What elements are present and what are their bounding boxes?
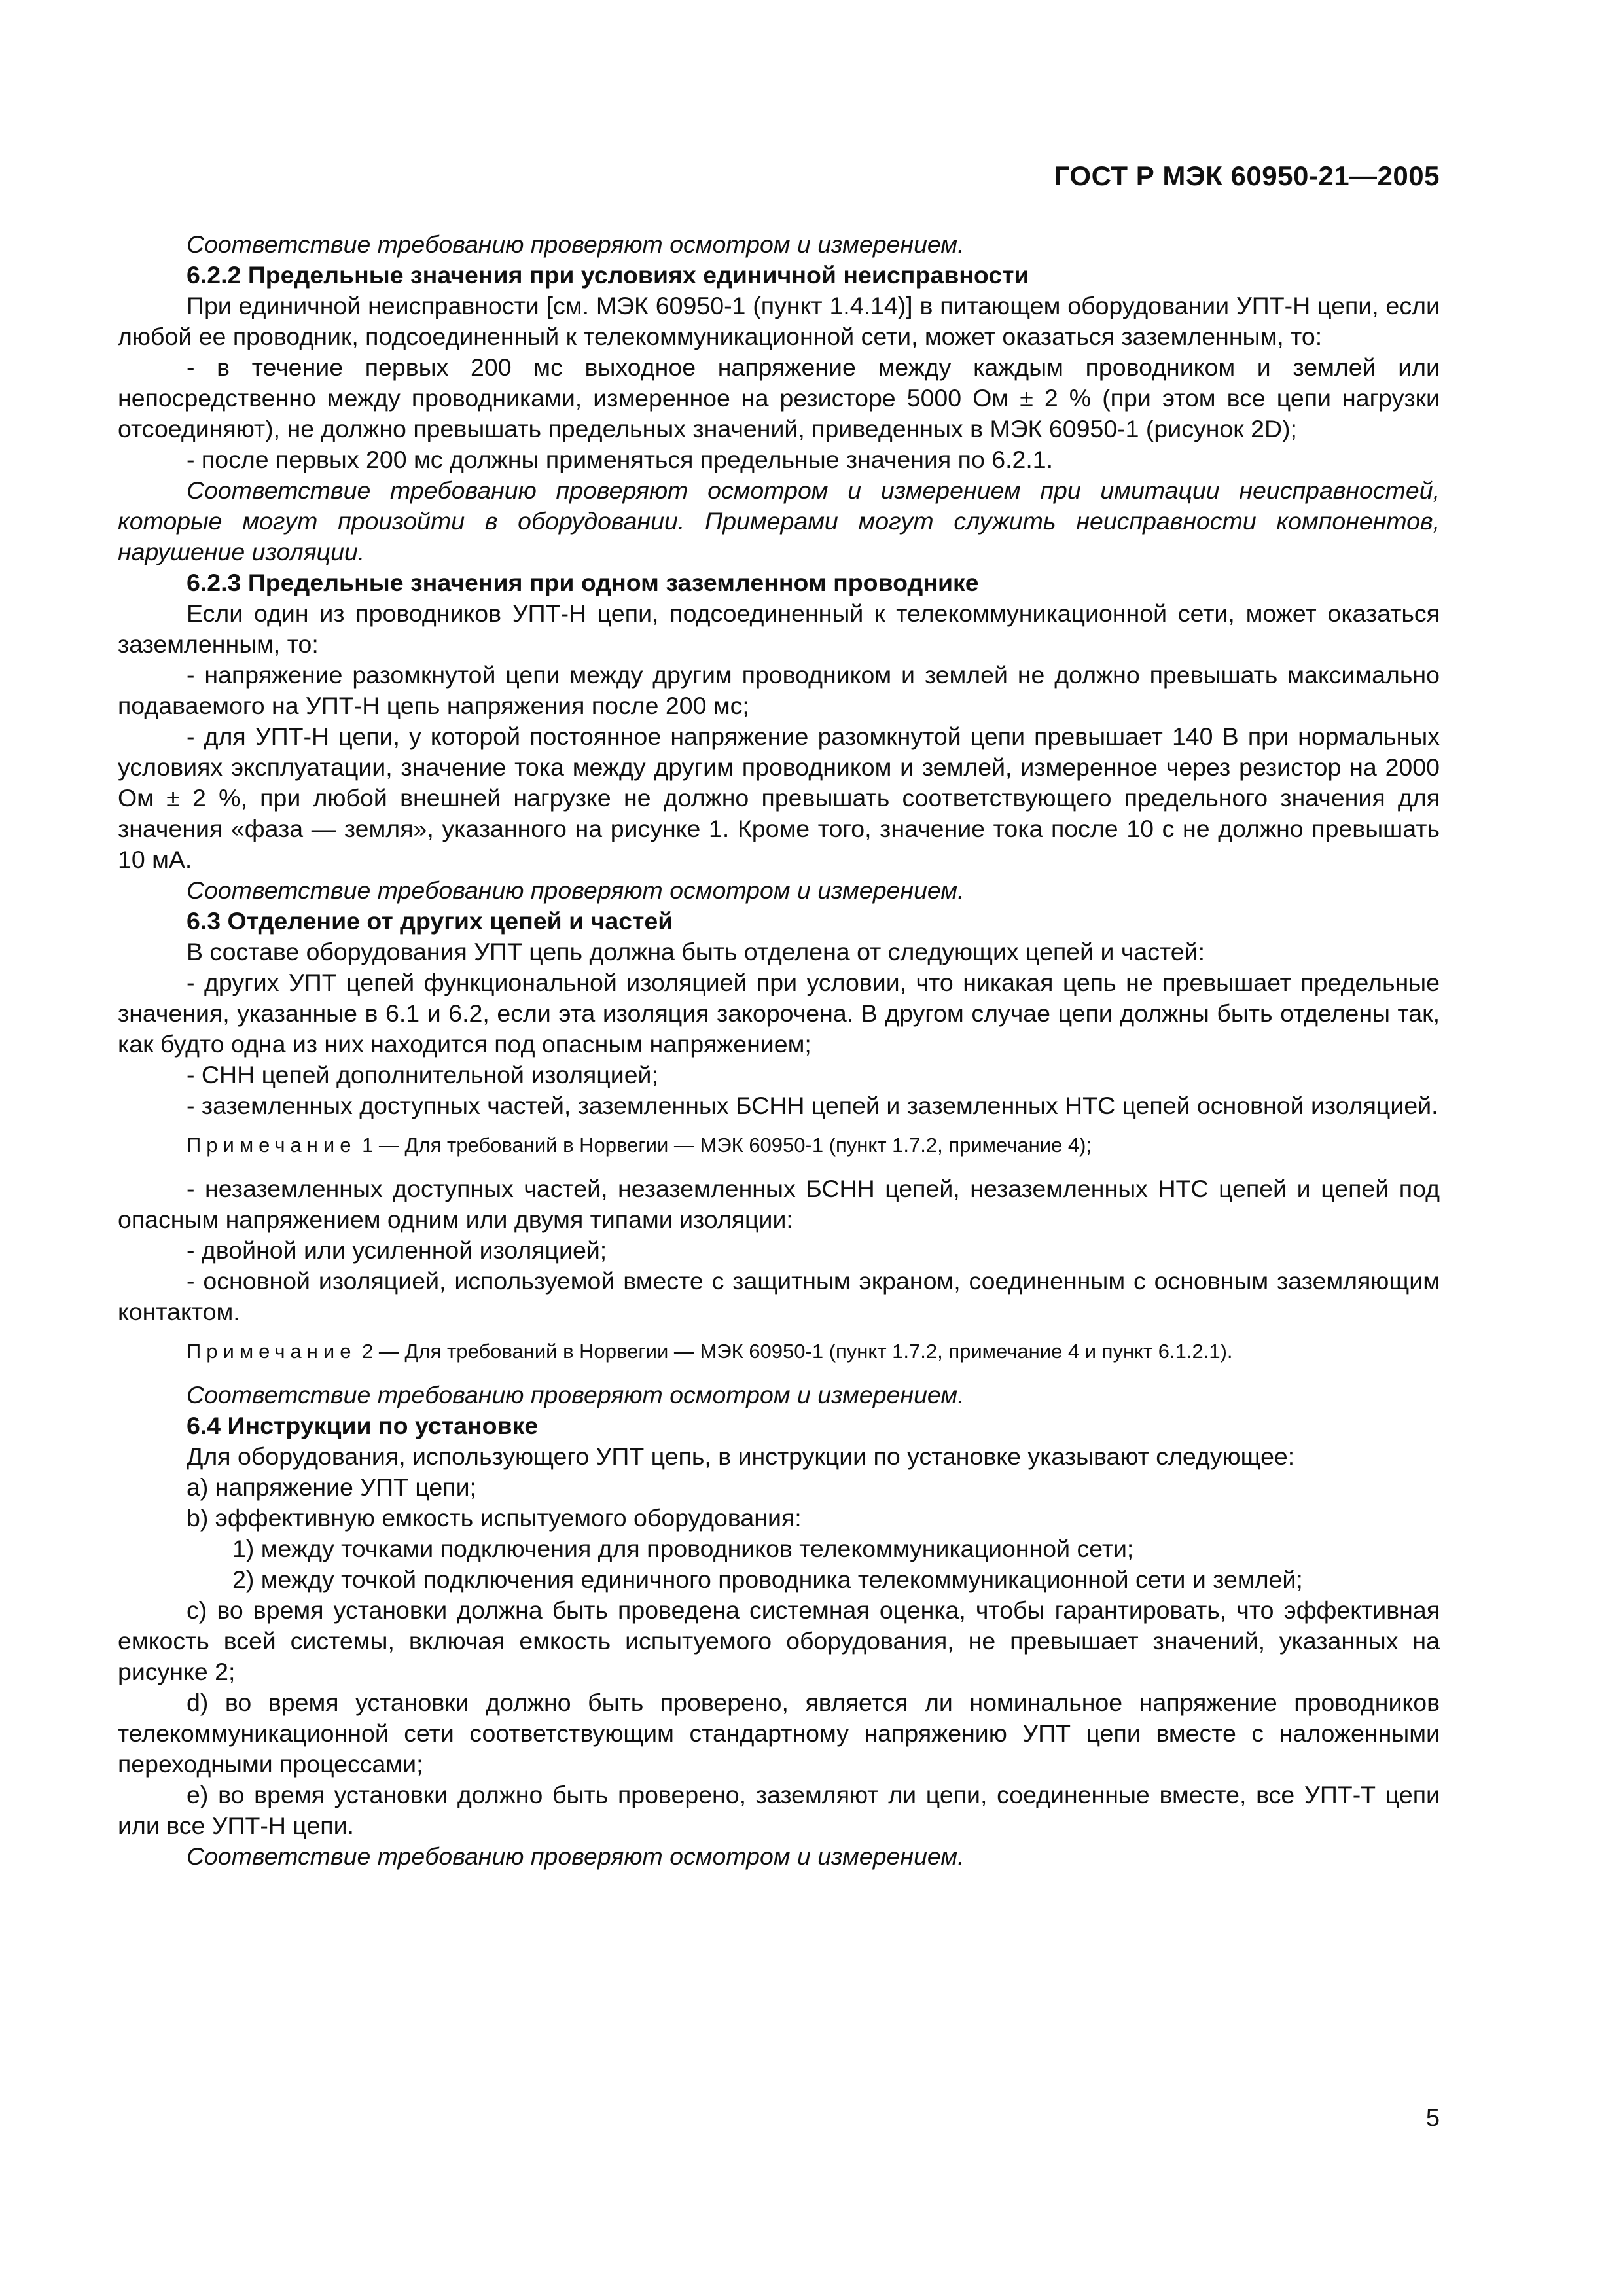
- note-text: 2 — Для требований в Норвегии — МЭК 60950-1 (пункт 1.7.2, примечание 4 и пункт 6.1.2.1).: [362, 1340, 1233, 1363]
- note-label: Примечание: [187, 1134, 357, 1157]
- note-label: Примечание: [187, 1340, 357, 1363]
- list-item-a: a) напряжение УПТ цепи;: [187, 1473, 476, 1501]
- paragraph: Если один из проводников УПТ-Н цепи, подсоединенный к телекоммуникационной сети, может оказаться заземленным, то:: [118, 600, 1440, 658]
- list-item: - СНН цепей дополнительной изоляцией;: [187, 1061, 658, 1088]
- list-item: - напряжение разомкнутой цепи между другим проводником и землей не должно превышать максимально подаваемого на УПТ-Н цепь напряжения после 200 мс;: [118, 661, 1440, 719]
- list-item-b: b) эффективную емкость испытуемого оборудования:: [187, 1504, 802, 1532]
- note-1: [118, 1132, 1440, 1159]
- paragraph: При единичной неисправности [см. МЭК 60950-1 (пункт 1.4.14)] в питающем оборудовании УПТ-Н цепи, если любой ее проводник, подсоединенный к телекоммуникационной сети, может оказаться заземленным, то:: [118, 292, 1440, 350]
- list-item: - двойной или усиленной изоляцией;: [187, 1236, 607, 1264]
- compliance-statement: Соответствие требованию проверяют осмотром и измерением при имитации неисправностей, которые могут произойти в оборудовании. Примерами могут служить неисправности компонентов, нарушение изоляции.: [118, 476, 1440, 565]
- compliance-statement: Соответствие требованию проверяют осмотром и измерением.: [187, 230, 965, 258]
- section-heading-6-2-2: 6.2.2 Предельные значения при условиях единичной неисправности: [187, 261, 1029, 289]
- compliance-statement: Соответствие требованию проверяют осмотром и измерением.: [187, 1381, 965, 1408]
- document-body: [118, 229, 1440, 1872]
- section-heading-6-4: 6.4 Инструкции по установке: [187, 1412, 539, 1439]
- page-number: 5: [1425, 2104, 1440, 2132]
- list-item: - в течение первых 200 мс выходное напряжение между каждым проводником и землей или непосредственно между проводниками, измеренное на резисторе 5000 Ом ± 2 % (при этом все цепи нагрузки отсоединяют), не должно превышать предельных значений, приведенных в МЭК 60950-1 (рисунок 2D);: [118, 353, 1440, 442]
- paragraph: В составе оборудования УПТ цепь должна быть отделена от следующих цепей и частей:: [187, 938, 1205, 965]
- list-item-c: c) во время установки должна быть проведена системная оценка, чтобы гарантировать, что эффективная емкость всей системы, включая емкость испытуемого оборудования, не превышает значений, указанных на рисунке 2;: [118, 1596, 1440, 1685]
- note-2: [118, 1338, 1440, 1365]
- sub-item-1: 1) между точками подключения для проводников телекоммуникационной сети;: [232, 1535, 1134, 1562]
- list-item: - основной изоляцией, используемой вместе с защитным экраном, соединенным с основным заземляющим контактом.: [118, 1267, 1440, 1325]
- note-text: 1 — Для требований в Норвегии — МЭК 60950-1 (пункт 1.7.2, примечание 4);: [362, 1134, 1092, 1157]
- list-item: - после первых 200 мс должны применяться предельные значения по 6.2.1.: [187, 446, 1054, 473]
- section-heading-6-2-3: 6.2.3 Предельные значения при одном заземленном проводнике: [187, 569, 979, 596]
- list-item: - незаземленных доступных частей, незаземленных БСНН цепей, незаземленных НТС цепей и цепей под опасным напряжением одним или двумя типами изоляции:: [118, 1175, 1440, 1233]
- compliance-statement: Соответствие требованию проверяют осмотром и измерением.: [187, 1842, 965, 1870]
- document-page: [118, 0, 1440, 2296]
- list-item-d: d) во время установки должно быть проверено, является ли номинальное напряжение проводников телекоммуникационной сети соответствующим стандартному напряжению УПТ цепи вместе с наложенными переходными процессами;: [118, 1689, 1440, 1778]
- list-item: - других УПТ цепей функциональной изоляцией при условии, что никакая цепь не превышает предельные значения, указанные в 6.1 и 6.2, если эта изоляция закорочена. В другом случае цепи должны быть отделены так, как будто одна из них находится под опасным напряжением;: [118, 969, 1440, 1058]
- paragraph: Для оборудования, использующего УПТ цепь, в инструкции по установке указывают следующее:: [187, 1443, 1295, 1470]
- list-item: - для УПТ-Н цепи, у которой постоянное напряжение разомкнутой цепи превышает 140 В при нормальных условиях эксплуатации, значение тока между другим проводником и землей, измеренное через резистор на 2000 Ом ± 2 %, при любой внешней нагрузке не должно превышать соответствующего предельного значения для значения «фаза — земля», указанного на рисунке 1. Кроме того, значение тока после 10 с не должно превышать 10 мА.: [118, 723, 1440, 873]
- list-item: - заземленных доступных частей, заземленных БСНН цепей и заземленных НТС цепей основной изоляцией.: [187, 1092, 1438, 1119]
- compliance-statement: Соответствие требованию проверяют осмотром и измерением.: [187, 876, 965, 904]
- section-heading-6-3: 6.3 Отделение от других цепей и частей: [187, 907, 673, 935]
- list-item-e: e) во время установки должно быть проверено, заземляют ли цепи, соединенные вместе, все УПТ-Т цепи или все УПТ-Н цепи.: [118, 1781, 1440, 1839]
- sub-item-2: 2) между точкой подключения единичного проводника телекоммуникационной сети и землей;: [232, 1566, 1303, 1593]
- document-header: ГОСТ Р МЭК 60950-21—2005: [1054, 160, 1440, 191]
